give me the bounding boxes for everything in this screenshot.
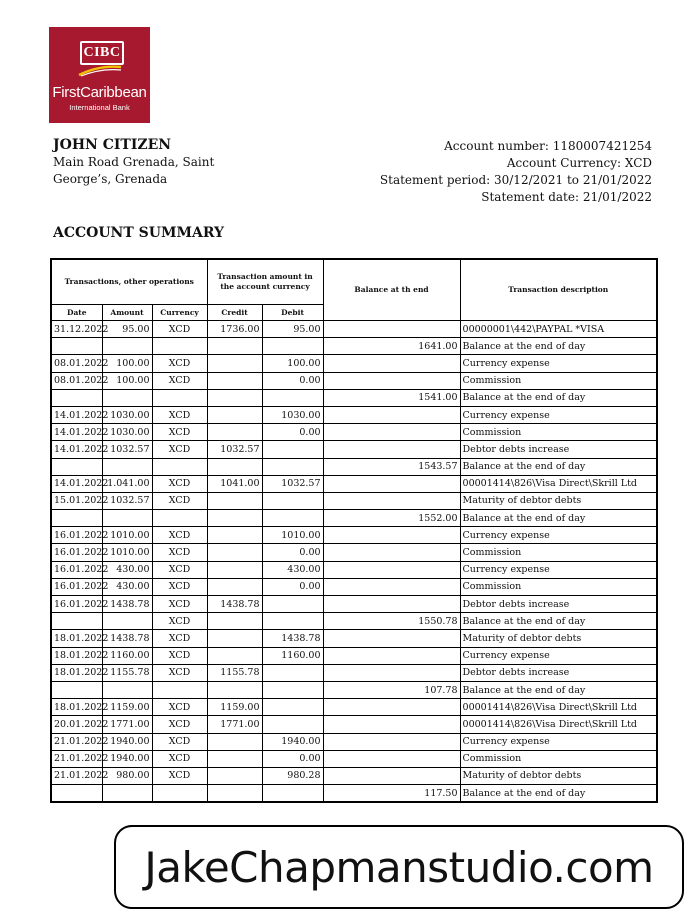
- holder-address-line1: Main Road Grenada, Saint: [53, 155, 215, 169]
- bank-name: FirstCaribbean: [52, 84, 147, 101]
- cell-description: Balance at the end of day: [460, 458, 657, 475]
- watermark-text: JakeChapmanstudio.com: [144, 842, 654, 892]
- cell-credit: [207, 406, 262, 423]
- cell-description: Currency expense: [460, 733, 657, 750]
- cell-credit: [207, 561, 262, 578]
- cell-date: 20.01.2022: [51, 716, 102, 733]
- cell-amount: [102, 389, 152, 406]
- summary-title: ACCOUNT SUMMARY: [53, 225, 225, 241]
- table-row: [51, 630, 657, 647]
- cell-currency: [152, 389, 207, 406]
- cell-currency: XCD: [152, 578, 207, 595]
- header-currency: Currency: [152, 305, 207, 321]
- cell-currency: [152, 458, 207, 475]
- cell-description: Balance at the end of day: [460, 785, 657, 803]
- cell-debit: 1032.57: [262, 475, 323, 492]
- cell-balance: 1550.78: [323, 613, 460, 630]
- cell-amount: 1010.00: [102, 527, 152, 544]
- table-row: [51, 596, 657, 613]
- cell-currency: XCD: [152, 406, 207, 423]
- header-credit: Credit: [207, 305, 262, 321]
- cell-date: [51, 338, 102, 355]
- cell-date: 16.01.2022: [51, 578, 102, 595]
- cell-description: Balance at the end of day: [460, 510, 657, 527]
- cell-date: 18.01.2022: [51, 699, 102, 716]
- header-amount: Amount: [102, 305, 152, 321]
- cell-debit: [262, 458, 323, 475]
- cell-credit: [207, 424, 262, 441]
- table-row: [51, 355, 657, 372]
- cell-date: 14.01.2022: [51, 424, 102, 441]
- cell-credit: 1159.00: [207, 699, 262, 716]
- cell-amount: 1438.78: [102, 630, 152, 647]
- cell-balance: 107.78: [323, 681, 460, 698]
- cell-balance: 1543.57: [323, 458, 460, 475]
- cell-credit: [207, 510, 262, 527]
- cell-balance: [323, 767, 460, 784]
- cell-balance: [323, 664, 460, 681]
- statement-period: Statement period: 30/12/2021 to 21/01/2022: [379, 173, 652, 187]
- cell-balance: [323, 475, 460, 492]
- cell-debit: 980.28: [262, 767, 323, 784]
- cell-amount: 1155.78: [102, 664, 152, 681]
- table-row: [51, 544, 657, 561]
- cell-credit: 1736.00: [207, 321, 262, 338]
- cell-debit: [262, 389, 323, 406]
- cell-description: Commission: [460, 424, 657, 441]
- header-date: Date: [51, 305, 102, 321]
- cell-amount: 1.041.00: [102, 475, 152, 492]
- cell-debit: [262, 338, 323, 355]
- cell-amount: 1010.00: [102, 544, 152, 561]
- header-debit: Debit: [262, 305, 323, 321]
- cell-date: 18.01.2022: [51, 630, 102, 647]
- table-row: [51, 424, 657, 441]
- cell-credit: [207, 338, 262, 355]
- account-currency: Account Currency: XCD: [506, 156, 652, 170]
- cell-currency: XCD: [152, 699, 207, 716]
- cell-date: [51, 613, 102, 630]
- cell-balance: 1641.00: [323, 338, 460, 355]
- cell-currency: XCD: [152, 424, 207, 441]
- cell-description: Maturity of debtor debts: [460, 767, 657, 784]
- table-row: [51, 578, 657, 595]
- cell-currency: XCD: [152, 613, 207, 630]
- cell-debit: 1940.00: [262, 733, 323, 750]
- cell-amount: 1940.00: [102, 733, 152, 750]
- cell-date: 14.01.2022: [51, 441, 102, 458]
- table-row: [51, 785, 657, 803]
- holder-address-line2: George’s, Grenada: [53, 172, 168, 186]
- table-row: [51, 389, 657, 406]
- cell-credit: [207, 785, 262, 803]
- cell-balance: [323, 441, 460, 458]
- cell-credit: 1032.57: [207, 441, 262, 458]
- cell-balance: [323, 372, 460, 389]
- cell-amount: 1030.00: [102, 424, 152, 441]
- cell-credit: 1041.00: [207, 475, 262, 492]
- cell-credit: [207, 544, 262, 561]
- cell-date: [51, 510, 102, 527]
- cell-amount: [102, 458, 152, 475]
- cell-credit: [207, 578, 262, 595]
- swoosh-icon: [77, 63, 123, 77]
- table-row: [51, 613, 657, 630]
- cell-debit: 0.00: [262, 372, 323, 389]
- cell-credit: [207, 355, 262, 372]
- table-row: [51, 338, 657, 355]
- cell-amount: [102, 338, 152, 355]
- cell-amount: 430.00: [102, 578, 152, 595]
- cell-credit: [207, 647, 262, 664]
- cell-debit: 0.00: [262, 544, 323, 561]
- cell-currency: XCD: [152, 733, 207, 750]
- bank-logo: [49, 27, 150, 123]
- cell-debit: 1438.78: [262, 630, 323, 647]
- cell-date: [51, 681, 102, 698]
- cell-balance: [323, 647, 460, 664]
- cell-date: 16.01.2022: [51, 561, 102, 578]
- cell-balance: [323, 544, 460, 561]
- cell-balance: [323, 561, 460, 578]
- table-row: [51, 441, 657, 458]
- cell-balance: 1552.00: [323, 510, 460, 527]
- cell-description: Commission: [460, 750, 657, 767]
- table-row: [51, 681, 657, 698]
- cell-credit: [207, 733, 262, 750]
- cell-amount: [102, 785, 152, 803]
- account-number: Account number: 1180007421254: [444, 139, 652, 153]
- cell-amount: 430.00: [102, 561, 152, 578]
- cell-amount: [102, 681, 152, 698]
- cell-currency: XCD: [152, 321, 207, 338]
- table-row: [51, 750, 657, 767]
- cell-balance: [323, 699, 460, 716]
- cell-balance: [323, 630, 460, 647]
- cell-balance: [323, 578, 460, 595]
- cell-currency: [152, 785, 207, 803]
- cell-description: Commission: [460, 372, 657, 389]
- cell-date: 08.01.2022: [51, 372, 102, 389]
- cell-description: Currency expense: [460, 527, 657, 544]
- header-amount-group: Transaction amount in the account currency: [207, 259, 323, 305]
- cell-currency: XCD: [152, 355, 207, 372]
- cell-currency: [152, 510, 207, 527]
- cell-credit: [207, 681, 262, 698]
- cell-description: Maturity of debtor debts: [460, 492, 657, 509]
- cell-amount: 95.00: [102, 321, 152, 338]
- cell-credit: [207, 630, 262, 647]
- cell-debit: 0.00: [262, 578, 323, 595]
- cell-debit: [262, 785, 323, 803]
- cell-date: [51, 389, 102, 406]
- table-row: [51, 321, 657, 338]
- cell-amount: 1032.57: [102, 492, 152, 509]
- cell-date: 08.01.2022: [51, 355, 102, 372]
- table-row: [51, 527, 657, 544]
- cell-balance: [323, 716, 460, 733]
- cell-credit: [207, 389, 262, 406]
- cell-debit: [262, 699, 323, 716]
- cell-debit: [262, 510, 323, 527]
- cell-date: 15.01.2022: [51, 492, 102, 509]
- cell-debit: 100.00: [262, 355, 323, 372]
- cell-currency: [152, 338, 207, 355]
- table-row: [51, 458, 657, 475]
- cell-credit: [207, 492, 262, 509]
- cell-balance: [323, 750, 460, 767]
- cell-amount: 980.00: [102, 767, 152, 784]
- cell-currency: XCD: [152, 664, 207, 681]
- bank-subtitle: International Bank: [69, 103, 130, 112]
- header-balance: Balance at th end: [323, 259, 460, 321]
- cell-description: 00001414\826\Visa Direct\Skrill Ltd: [460, 699, 657, 716]
- cell-currency: XCD: [152, 441, 207, 458]
- cell-amount: 1032.57: [102, 441, 152, 458]
- cell-description: Balance at the end of day: [460, 681, 657, 698]
- table-row: [51, 716, 657, 733]
- cell-description: Debtor debts increase: [460, 664, 657, 681]
- cell-credit: [207, 372, 262, 389]
- cell-currency: XCD: [152, 527, 207, 544]
- cell-description: 00001414\826\Visa Direct\Skrill Ltd: [460, 475, 657, 492]
- cell-date: 18.01.2022: [51, 664, 102, 681]
- cell-date: 16.01.2022: [51, 596, 102, 613]
- cell-debit: 1160.00: [262, 647, 323, 664]
- cell-description: Commission: [460, 544, 657, 561]
- cell-amount: [102, 613, 152, 630]
- cell-date: 16.01.2022: [51, 527, 102, 544]
- cell-credit: [207, 750, 262, 767]
- cell-currency: XCD: [152, 372, 207, 389]
- cell-date: [51, 785, 102, 803]
- header-description: Transaction description: [460, 259, 657, 321]
- transactions-body: [51, 321, 657, 803]
- table-row: [51, 510, 657, 527]
- cell-currency: XCD: [152, 475, 207, 492]
- cell-currency: XCD: [152, 596, 207, 613]
- cell-description: Currency expense: [460, 647, 657, 664]
- cell-description: Debtor debts increase: [460, 596, 657, 613]
- cell-date: 14.01.2022: [51, 475, 102, 492]
- cell-debit: [262, 716, 323, 733]
- cell-description: Currency expense: [460, 406, 657, 423]
- cell-debit: [262, 492, 323, 509]
- table-row: [51, 406, 657, 423]
- table-row: [51, 699, 657, 716]
- cell-amount: 1159.00: [102, 699, 152, 716]
- cell-description: 00000001\442\PAYPAL *VISA: [460, 321, 657, 338]
- cell-currency: XCD: [152, 630, 207, 647]
- cell-debit: 1030.00: [262, 406, 323, 423]
- table-row: [51, 767, 657, 784]
- cell-description: Balance at the end of day: [460, 389, 657, 406]
- cell-amount: 1940.00: [102, 750, 152, 767]
- table-row: [51, 492, 657, 509]
- cibc-mark: [80, 41, 124, 65]
- table-row: [51, 561, 657, 578]
- cell-credit: 1771.00: [207, 716, 262, 733]
- table-row: [51, 733, 657, 750]
- cell-balance: 117.50: [323, 785, 460, 803]
- table-row: [51, 372, 657, 389]
- cell-debit: 0.00: [262, 750, 323, 767]
- cell-description: Currency expense: [460, 561, 657, 578]
- header-transactions-group: Transactions, other operations: [51, 259, 207, 305]
- cell-balance: 1541.00: [323, 389, 460, 406]
- cell-balance: [323, 424, 460, 441]
- cell-debit: 430.00: [262, 561, 323, 578]
- holder-name: JOHN CITIZEN: [53, 137, 172, 153]
- cell-debit: [262, 596, 323, 613]
- cell-balance: [323, 733, 460, 750]
- cell-currency: XCD: [152, 647, 207, 664]
- logo-mark-text: CIBC: [83, 45, 121, 60]
- cell-currency: XCD: [152, 716, 207, 733]
- cell-date: 16.01.2022: [51, 544, 102, 561]
- cell-description: Balance at the end of day: [460, 613, 657, 630]
- cell-balance: [323, 406, 460, 423]
- cell-credit: [207, 458, 262, 475]
- cell-currency: XCD: [152, 492, 207, 509]
- cell-date: [51, 458, 102, 475]
- table-row: [51, 664, 657, 681]
- cell-date: 14.01.2022: [51, 406, 102, 423]
- cell-balance: [323, 527, 460, 544]
- cell-currency: XCD: [152, 544, 207, 561]
- cell-credit: 1438.78: [207, 596, 262, 613]
- account-holder-block: [53, 136, 214, 188]
- cell-currency: [152, 681, 207, 698]
- cell-description: Debtor debts increase: [460, 441, 657, 458]
- cell-balance: [323, 492, 460, 509]
- cell-debit: 0.00: [262, 424, 323, 441]
- cell-debit: [262, 441, 323, 458]
- cell-date: 21.01.2022: [51, 767, 102, 784]
- cell-amount: [102, 510, 152, 527]
- cell-currency: XCD: [152, 750, 207, 767]
- cell-credit: 1155.78: [207, 664, 262, 681]
- table-row: [51, 475, 657, 492]
- account-info-block: [380, 138, 652, 206]
- statement-date: Statement date: 21/01/2022: [481, 190, 652, 204]
- cell-amount: 100.00: [102, 355, 152, 372]
- watermark: [114, 825, 684, 909]
- cell-debit: [262, 681, 323, 698]
- cell-currency: XCD: [152, 561, 207, 578]
- cell-amount: 100.00: [102, 372, 152, 389]
- cell-amount: 1160.00: [102, 647, 152, 664]
- cell-description: Maturity of debtor debts: [460, 630, 657, 647]
- cell-credit: [207, 613, 262, 630]
- table-row: [51, 647, 657, 664]
- cell-debit: 95.00: [262, 321, 323, 338]
- cell-debit: 1010.00: [262, 527, 323, 544]
- cell-amount: 1030.00: [102, 406, 152, 423]
- transactions-table: [50, 258, 658, 803]
- cell-date: 18.01.2022: [51, 647, 102, 664]
- cell-credit: [207, 527, 262, 544]
- cell-date: 31.12.2022: [51, 321, 102, 338]
- cell-currency: XCD: [152, 767, 207, 784]
- cell-description: Commission: [460, 578, 657, 595]
- cell-balance: [323, 596, 460, 613]
- cell-description: Currency expense: [460, 355, 657, 372]
- cell-debit: [262, 664, 323, 681]
- cell-balance: [323, 321, 460, 338]
- cell-description: Balance at the end of day: [460, 338, 657, 355]
- cell-balance: [323, 355, 460, 372]
- cell-date: 21.01.2022: [51, 750, 102, 767]
- cell-description: 00001414\826\Visa Direct\Skrill Ltd: [460, 716, 657, 733]
- cell-amount: 1438.78: [102, 596, 152, 613]
- cell-credit: [207, 767, 262, 784]
- cell-debit: [262, 613, 323, 630]
- cell-date: 21.01.2022: [51, 733, 102, 750]
- cell-amount: 1771.00: [102, 716, 152, 733]
